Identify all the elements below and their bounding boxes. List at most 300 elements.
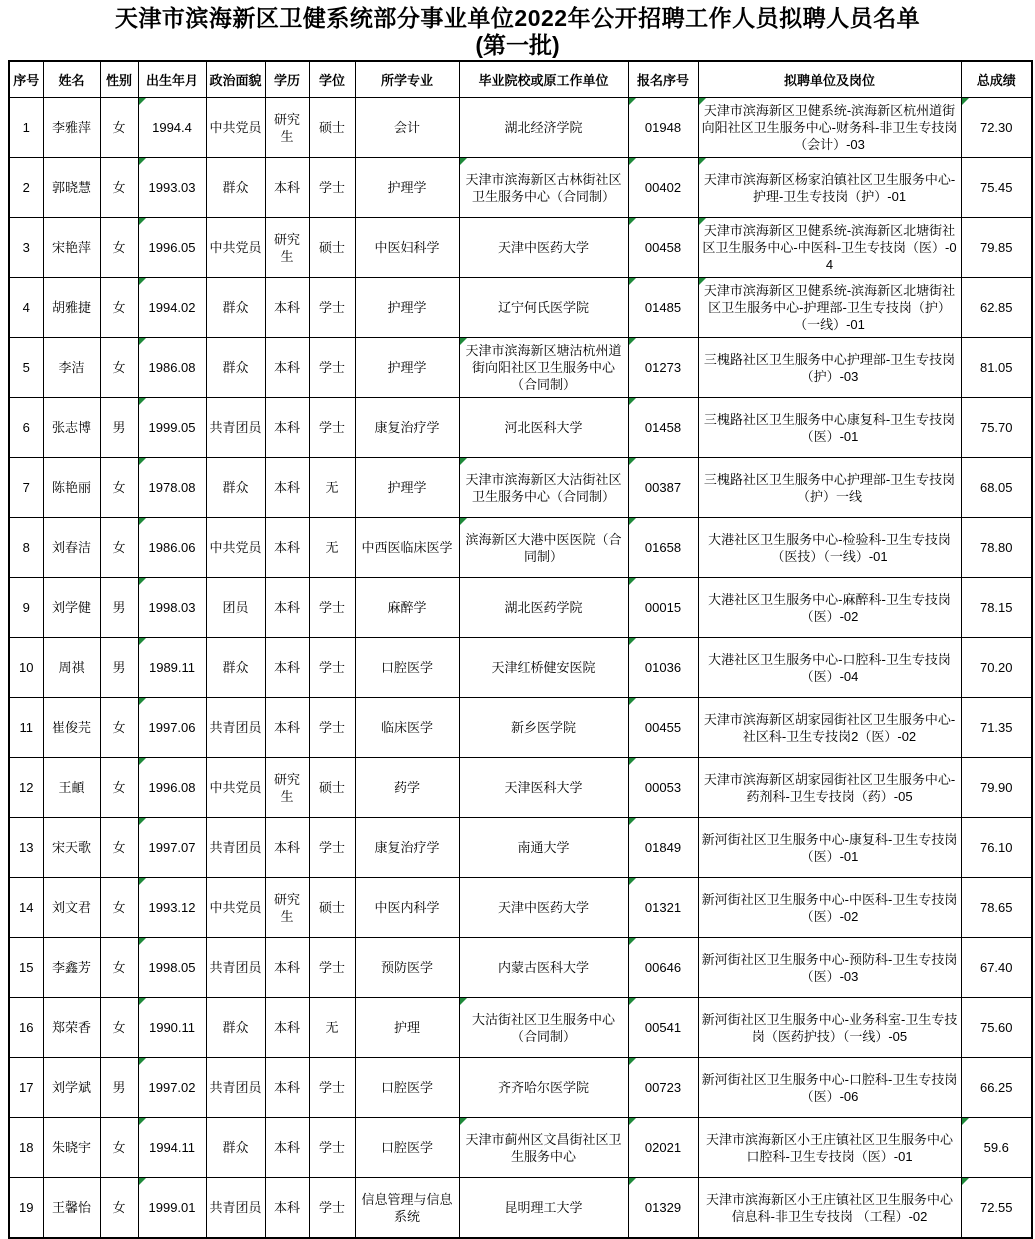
cell-proposed-unit-and-post: 天津市滨海新区胡家园街社区卫生服务中心-社区科-卫生专技岗2（医）-02: [698, 698, 961, 758]
cell-major: 中西医临床医学: [355, 518, 459, 578]
cell-degree: 无: [309, 458, 355, 518]
cell-registration-number: 01036: [628, 638, 698, 698]
cell-total-score: 75.70: [961, 398, 1032, 458]
cell-registration-number: 01458: [628, 398, 698, 458]
cell-degree: 学士: [309, 1118, 355, 1178]
cell-name: 李雅萍: [43, 98, 100, 158]
cell-political-status: 群众: [206, 638, 265, 698]
stored-as-text-indicator-icon: [139, 578, 146, 585]
cell-major: 药学: [355, 758, 459, 818]
table-row: [9, 938, 1032, 998]
table-row: [9, 278, 1032, 338]
table-row: [9, 878, 1032, 938]
stored-as-text-indicator-icon: [629, 518, 636, 525]
cell-degree: 学士: [309, 818, 355, 878]
cell-school-or-workplace: 天津中医药大学: [459, 878, 628, 938]
cell-gender: 女: [100, 698, 138, 758]
cell-proposed-unit-and-post: 新河街社区卫生服务中心-预防科-卫生专技岗（医）-03: [698, 938, 961, 998]
cell-education: 本科: [265, 458, 309, 518]
cell-birth-date: 1997.06: [138, 698, 206, 758]
cell-degree: 硕士: [309, 758, 355, 818]
column-header-politics: 政治面貌: [206, 61, 265, 98]
cell-degree: 学士: [309, 158, 355, 218]
cell-major: 康复治疗学: [355, 398, 459, 458]
column-header-gender: 性别: [100, 61, 138, 98]
table-row: [9, 518, 1032, 578]
cell-birth-date: 1996.08: [138, 758, 206, 818]
cell-birth-date: 1990.11: [138, 998, 206, 1058]
stored-as-text-indicator-icon: [460, 458, 467, 465]
cell-gender: 女: [100, 98, 138, 158]
stored-as-text-indicator-icon: [962, 98, 969, 105]
stored-as-text-indicator-icon: [139, 698, 146, 705]
column-header-degree: 学位: [309, 61, 355, 98]
cell-political-status: 中共党员: [206, 758, 265, 818]
cell-registration-number: 01273: [628, 338, 698, 398]
cell-school-or-workplace: 河北医科大学: [459, 398, 628, 458]
stored-as-text-indicator-icon: [629, 878, 636, 885]
stored-as-text-indicator-icon: [629, 1058, 636, 1065]
column-header-reg_no: 报名序号: [628, 61, 698, 98]
cell-major: 口腔医学: [355, 1058, 459, 1118]
cell-education: 本科: [265, 818, 309, 878]
cell-name: 刘学健: [43, 578, 100, 638]
cell-birth-date: 1986.06: [138, 518, 206, 578]
cell-gender: 女: [100, 218, 138, 278]
cell-proposed-unit-and-post: 天津市滨海新区卫健系统-滨海新区杭州道街向阳社区卫生服务中心-财务科-非卫生专技岗（会计）-03: [698, 98, 961, 158]
cell-school-or-workplace: 湖北医药学院: [459, 578, 628, 638]
cell-name: 王頔: [43, 758, 100, 818]
stored-as-text-indicator-icon: [629, 98, 636, 105]
cell-gender: 女: [100, 938, 138, 998]
cell-serial-number: 12: [9, 758, 43, 818]
cell-birth-date: 1998.03: [138, 578, 206, 638]
cell-registration-number: 01849: [628, 818, 698, 878]
cell-school-or-workplace: 齐齐哈尔医学院: [459, 1058, 628, 1118]
stored-as-text-indicator-icon: [629, 578, 636, 585]
cell-gender: 男: [100, 398, 138, 458]
cell-birth-date: 1994.02: [138, 278, 206, 338]
cell-political-status: 群众: [206, 1118, 265, 1178]
stored-as-text-indicator-icon: [699, 98, 706, 105]
cell-gender: 女: [100, 1178, 138, 1239]
cell-gender: 女: [100, 278, 138, 338]
cell-proposed-unit-and-post: 新河街社区卫生服务中心-口腔科-卫生专技岗（医）-06: [698, 1058, 961, 1118]
cell-serial-number: 9: [9, 578, 43, 638]
cell-gender: 女: [100, 158, 138, 218]
cell-total-score: 70.20: [961, 638, 1032, 698]
stored-as-text-indicator-icon: [139, 1058, 146, 1065]
cell-total-score: 72.55: [961, 1178, 1032, 1239]
cell-degree: 学士: [309, 1058, 355, 1118]
cell-total-score: 75.60: [961, 998, 1032, 1058]
stored-as-text-indicator-icon: [139, 278, 146, 285]
cell-gender: 女: [100, 998, 138, 1058]
cell-registration-number: 00723: [628, 1058, 698, 1118]
cell-degree: 学士: [309, 278, 355, 338]
cell-name: 郑荣香: [43, 998, 100, 1058]
column-header-education: 学历: [265, 61, 309, 98]
page-title-line2: (第一批): [475, 32, 560, 58]
cell-education: 研究生: [265, 878, 309, 938]
table-row: [9, 458, 1032, 518]
cell-major: 临床医学: [355, 698, 459, 758]
cell-degree: 无: [309, 518, 355, 578]
cell-birth-date: 1998.05: [138, 938, 206, 998]
cell-education: 本科: [265, 1058, 309, 1118]
cell-gender: 女: [100, 338, 138, 398]
stored-as-text-indicator-icon: [139, 98, 146, 105]
cell-school-or-workplace: 天津医科大学: [459, 758, 628, 818]
cell-education: 本科: [265, 1178, 309, 1239]
cell-registration-number: 00646: [628, 938, 698, 998]
cell-total-score: 72.30: [961, 98, 1032, 158]
cell-registration-number: 00402: [628, 158, 698, 218]
cell-proposed-unit-and-post: 大港社区卫生服务中心-麻醉科-卫生专技岗（医）-02: [698, 578, 961, 638]
cell-political-status: 群众: [206, 338, 265, 398]
cell-degree: 硕士: [309, 878, 355, 938]
table-row: [9, 578, 1032, 638]
cell-birth-date: 1997.02: [138, 1058, 206, 1118]
stored-as-text-indicator-icon: [139, 818, 146, 825]
cell-total-score: 78.80: [961, 518, 1032, 578]
cell-school-or-workplace: 滨海新区大港中医医院（合同制）: [459, 518, 628, 578]
stored-as-text-indicator-icon: [460, 158, 467, 165]
cell-registration-number: 01485: [628, 278, 698, 338]
cell-political-status: 中共党员: [206, 518, 265, 578]
stored-as-text-indicator-icon: [629, 278, 636, 285]
cell-education: 本科: [265, 1118, 309, 1178]
cell-name: 王馨怡: [43, 1178, 100, 1239]
table-row: [9, 998, 1032, 1058]
column-header-position: 拟聘单位及岗位: [698, 61, 961, 98]
column-header-no: 序号: [9, 61, 43, 98]
table-row: [9, 638, 1032, 698]
cell-serial-number: 19: [9, 1178, 43, 1239]
cell-degree: 学士: [309, 1178, 355, 1239]
stored-as-text-indicator-icon: [629, 758, 636, 765]
cell-registration-number: 01948: [628, 98, 698, 158]
table-row: [9, 818, 1032, 878]
cell-total-score: 81.05: [961, 338, 1032, 398]
stored-as-text-indicator-icon: [460, 1118, 467, 1125]
cell-degree: 硕士: [309, 98, 355, 158]
cell-total-score: 79.85: [961, 218, 1032, 278]
cell-serial-number: 14: [9, 878, 43, 938]
hired-candidates-table: [8, 60, 1033, 1239]
cell-total-score: 67.40: [961, 938, 1032, 998]
cell-education: 本科: [265, 278, 309, 338]
cell-registration-number: 00541: [628, 998, 698, 1058]
cell-school-or-workplace: 天津市滨海新区古林街社区卫生服务中心（合同制）: [459, 158, 628, 218]
stored-as-text-indicator-icon: [629, 398, 636, 405]
cell-proposed-unit-and-post: 天津市滨海新区杨家泊镇社区卫生服务中心-护理-卫生专技岗（护）-01: [698, 158, 961, 218]
cell-school-or-workplace: 天津中医药大学: [459, 218, 628, 278]
cell-birth-date: 1994.4: [138, 98, 206, 158]
cell-school-or-workplace: 昆明理工大学: [459, 1178, 628, 1239]
cell-total-score: 78.15: [961, 578, 1032, 638]
cell-total-score: 75.45: [961, 158, 1032, 218]
cell-school-or-workplace: 天津市滨海新区大沽街社区卫生服务中心（合同制）: [459, 458, 628, 518]
cell-gender: 男: [100, 638, 138, 698]
stored-as-text-indicator-icon: [629, 998, 636, 1005]
stored-as-text-indicator-icon: [139, 998, 146, 1005]
stored-as-text-indicator-icon: [139, 338, 146, 345]
cell-school-or-workplace: 天津市蓟州区文昌街社区卫生服务中心: [459, 1118, 628, 1178]
cell-birth-date: 1986.08: [138, 338, 206, 398]
cell-proposed-unit-and-post: 天津市滨海新区卫健系统-滨海新区北塘街社区卫生服务中心-中医科-卫生专技岗（医）-04: [698, 218, 961, 278]
cell-degree: 学士: [309, 698, 355, 758]
stored-as-text-indicator-icon: [962, 1118, 969, 1125]
stored-as-text-indicator-icon: [629, 938, 636, 945]
cell-serial-number: 17: [9, 1058, 43, 1118]
cell-total-score: 79.90: [961, 758, 1032, 818]
cell-serial-number: 16: [9, 998, 43, 1058]
cell-birth-date: 1978.08: [138, 458, 206, 518]
cell-proposed-unit-and-post: 三槐路社区卫生服务中心护理部-卫生专技岗（护）-03: [698, 338, 961, 398]
cell-serial-number: 10: [9, 638, 43, 698]
cell-education: 本科: [265, 578, 309, 638]
cell-birth-date: 1999.01: [138, 1178, 206, 1239]
cell-major: 护理学: [355, 338, 459, 398]
cell-major: 麻醉学: [355, 578, 459, 638]
cell-political-status: 共青团员: [206, 398, 265, 458]
stored-as-text-indicator-icon: [629, 158, 636, 165]
cell-education: 研究生: [265, 758, 309, 818]
cell-total-score: 62.85: [961, 278, 1032, 338]
cell-gender: 男: [100, 578, 138, 638]
cell-major: 护理: [355, 998, 459, 1058]
cell-name: 陈艳丽: [43, 458, 100, 518]
cell-gender: 男: [100, 1058, 138, 1118]
cell-gender: 女: [100, 458, 138, 518]
cell-major: 护理学: [355, 158, 459, 218]
cell-name: 刘文君: [43, 878, 100, 938]
cell-birth-date: 1989.11: [138, 638, 206, 698]
cell-serial-number: 8: [9, 518, 43, 578]
cell-school-or-workplace: 天津红桥健安医院: [459, 638, 628, 698]
cell-major: 中医内科学: [355, 878, 459, 938]
cell-serial-number: 1: [9, 98, 43, 158]
cell-registration-number: 01658: [628, 518, 698, 578]
cell-total-score: 76.10: [961, 818, 1032, 878]
cell-political-status: 共青团员: [206, 1058, 265, 1118]
table-row: [9, 398, 1032, 458]
column-header-name: 姓名: [43, 61, 100, 98]
cell-name: 周祺: [43, 638, 100, 698]
stored-as-text-indicator-icon: [629, 338, 636, 345]
stored-as-text-indicator-icon: [139, 158, 146, 165]
cell-political-status: 共青团员: [206, 818, 265, 878]
cell-major: 康复治疗学: [355, 818, 459, 878]
cell-proposed-unit-and-post: 大港社区卫生服务中心-口腔科-卫生专技岗（医）-04: [698, 638, 961, 698]
cell-serial-number: 3: [9, 218, 43, 278]
stored-as-text-indicator-icon: [699, 278, 706, 285]
cell-degree: 学士: [309, 938, 355, 998]
cell-school-or-workplace: 新乡医学院: [459, 698, 628, 758]
stored-as-text-indicator-icon: [699, 158, 706, 165]
page-title: [0, 0, 1035, 58]
cell-education: 本科: [265, 998, 309, 1058]
cell-total-score: 68.05: [961, 458, 1032, 518]
cell-school-or-workplace: 辽宁何氏医学院: [459, 278, 628, 338]
cell-birth-date: 1993.03: [138, 158, 206, 218]
table-row: [9, 1118, 1032, 1178]
stored-as-text-indicator-icon: [139, 1118, 146, 1125]
cell-school-or-workplace: 天津市滨海新区塘沽杭州道街向阳社区卫生服务中心（合同制）: [459, 338, 628, 398]
cell-major: 信息管理与信息系统: [355, 1178, 459, 1239]
cell-major: 口腔医学: [355, 638, 459, 698]
cell-degree: 学士: [309, 398, 355, 458]
cell-birth-date: 1999.05: [138, 398, 206, 458]
cell-serial-number: 15: [9, 938, 43, 998]
table-row: [9, 1178, 1032, 1239]
cell-registration-number: 00053: [628, 758, 698, 818]
cell-total-score: 78.65: [961, 878, 1032, 938]
cell-name: 刘学斌: [43, 1058, 100, 1118]
table-row: [9, 338, 1032, 398]
cell-school-or-workplace: 内蒙古医科大学: [459, 938, 628, 998]
cell-degree: 硕士: [309, 218, 355, 278]
stored-as-text-indicator-icon: [699, 218, 706, 225]
cell-education: 研究生: [265, 98, 309, 158]
stored-as-text-indicator-icon: [629, 698, 636, 705]
stored-as-text-indicator-icon: [139, 878, 146, 885]
cell-education: 本科: [265, 338, 309, 398]
cell-education: 本科: [265, 158, 309, 218]
stored-as-text-indicator-icon: [629, 1118, 636, 1125]
cell-name: 宋天歌: [43, 818, 100, 878]
stored-as-text-indicator-icon: [629, 218, 636, 225]
cell-degree: 学士: [309, 638, 355, 698]
cell-gender: 女: [100, 818, 138, 878]
cell-proposed-unit-and-post: 三槐路社区卫生服务中心护理部-卫生专技岗（护）一线: [698, 458, 961, 518]
cell-birth-date: 1994.11: [138, 1118, 206, 1178]
cell-proposed-unit-and-post: 天津市滨海新区卫健系统-滨海新区北塘街社区卫生服务中心-护理部-卫生专技岗（护）（一线）-01: [698, 278, 961, 338]
cell-school-or-workplace: 南通大学: [459, 818, 628, 878]
cell-political-status: 群众: [206, 458, 265, 518]
cell-major: 护理学: [355, 278, 459, 338]
cell-education: 本科: [265, 938, 309, 998]
cell-education: 本科: [265, 698, 309, 758]
cell-proposed-unit-and-post: 新河街社区卫生服务中心-业务科室-卫生专技岗（医药护技）（一线）-05: [698, 998, 961, 1058]
stored-as-text-indicator-icon: [460, 518, 467, 525]
column-header-major: 所学专业: [355, 61, 459, 98]
cell-proposed-unit-and-post: 三槐路社区卫生服务中心康复科-卫生专技岗（医）-01: [698, 398, 961, 458]
stored-as-text-indicator-icon: [629, 1178, 636, 1185]
cell-proposed-unit-and-post: 大港社区卫生服务中心-检验科-卫生专技岗（医技）（一线）-01: [698, 518, 961, 578]
cell-political-status: 共青团员: [206, 698, 265, 758]
stored-as-text-indicator-icon: [139, 518, 146, 525]
cell-proposed-unit-and-post: 天津市滨海新区小王庄镇社区卫生服务中心 信息科-非卫生专技岗 （工程）-02: [698, 1178, 961, 1239]
cell-school-or-workplace: 湖北经济学院: [459, 98, 628, 158]
cell-political-status: 团员: [206, 578, 265, 638]
table-row: [9, 98, 1032, 158]
cell-registration-number: 02021: [628, 1118, 698, 1178]
cell-name: 郭晓慧: [43, 158, 100, 218]
cell-name: 胡雅捷: [43, 278, 100, 338]
cell-political-status: 共青团员: [206, 1178, 265, 1239]
cell-gender: 女: [100, 758, 138, 818]
cell-birth-date: 1996.05: [138, 218, 206, 278]
cell-registration-number: 00387: [628, 458, 698, 518]
cell-name: 刘春洁: [43, 518, 100, 578]
table-row: [9, 758, 1032, 818]
cell-major: 预防医学: [355, 938, 459, 998]
cell-school-or-workplace: 大沽街社区卫生服务中心（合同制）: [459, 998, 628, 1058]
cell-gender: 女: [100, 1118, 138, 1178]
cell-serial-number: 5: [9, 338, 43, 398]
cell-name: 李洁: [43, 338, 100, 398]
cell-political-status: 群众: [206, 278, 265, 338]
cell-name: 李鑫芳: [43, 938, 100, 998]
cell-political-status: 群众: [206, 158, 265, 218]
table-row: [9, 698, 1032, 758]
stored-as-text-indicator-icon: [629, 818, 636, 825]
stored-as-text-indicator-icon: [139, 458, 146, 465]
cell-gender: 女: [100, 518, 138, 578]
cell-registration-number: 01321: [628, 878, 698, 938]
cell-total-score: 71.35: [961, 698, 1032, 758]
column-header-school: 毕业院校或原工作单位: [459, 61, 628, 98]
table-row: [9, 158, 1032, 218]
cell-serial-number: 2: [9, 158, 43, 218]
table-header-row: [9, 61, 1032, 98]
cell-education: 本科: [265, 638, 309, 698]
cell-political-status: 中共党员: [206, 878, 265, 938]
stored-as-text-indicator-icon: [139, 1178, 146, 1185]
cell-major: 口腔医学: [355, 1118, 459, 1178]
cell-total-score: 59.6: [961, 1118, 1032, 1178]
cell-education: 本科: [265, 518, 309, 578]
cell-proposed-unit-and-post: 天津市滨海新区胡家园街社区卫生服务中心-药剂科-卫生专技岗（药）-05: [698, 758, 961, 818]
column-header-birth: 出生年月: [138, 61, 206, 98]
stored-as-text-indicator-icon: [629, 458, 636, 465]
cell-political-status: 共青团员: [206, 938, 265, 998]
cell-registration-number: 00458: [628, 218, 698, 278]
cell-proposed-unit-and-post: 天津市滨海新区小王庄镇社区卫生服务中心 口腔科-卫生专技岗（医）-01: [698, 1118, 961, 1178]
cell-political-status: 中共党员: [206, 98, 265, 158]
stored-as-text-indicator-icon: [460, 338, 467, 345]
cell-registration-number: 00015: [628, 578, 698, 638]
cell-birth-date: 1997.07: [138, 818, 206, 878]
cell-political-status: 群众: [206, 998, 265, 1058]
table-row: [9, 218, 1032, 278]
stored-as-text-indicator-icon: [460, 998, 467, 1005]
cell-serial-number: 13: [9, 818, 43, 878]
stored-as-text-indicator-icon: [139, 638, 146, 645]
cell-major: 中医妇科学: [355, 218, 459, 278]
column-header-score: 总成绩: [961, 61, 1032, 98]
cell-name: 宋艳萍: [43, 218, 100, 278]
cell-registration-number: 00455: [628, 698, 698, 758]
cell-degree: 学士: [309, 578, 355, 638]
cell-education: 研究生: [265, 218, 309, 278]
cell-degree: 无: [309, 998, 355, 1058]
cell-total-score: 66.25: [961, 1058, 1032, 1118]
cell-serial-number: 18: [9, 1118, 43, 1178]
cell-name: 崔俊芫: [43, 698, 100, 758]
cell-major: 会计: [355, 98, 459, 158]
stored-as-text-indicator-icon: [139, 938, 146, 945]
cell-name: 朱晓宇: [43, 1118, 100, 1178]
cell-registration-number: 01329: [628, 1178, 698, 1239]
cell-proposed-unit-and-post: 新河街社区卫生服务中心-中医科-卫生专技岗（医）-02: [698, 878, 961, 938]
stored-as-text-indicator-icon: [139, 398, 146, 405]
stored-as-text-indicator-icon: [962, 1178, 969, 1185]
cell-birth-date: 1993.12: [138, 878, 206, 938]
cell-political-status: 中共党员: [206, 218, 265, 278]
